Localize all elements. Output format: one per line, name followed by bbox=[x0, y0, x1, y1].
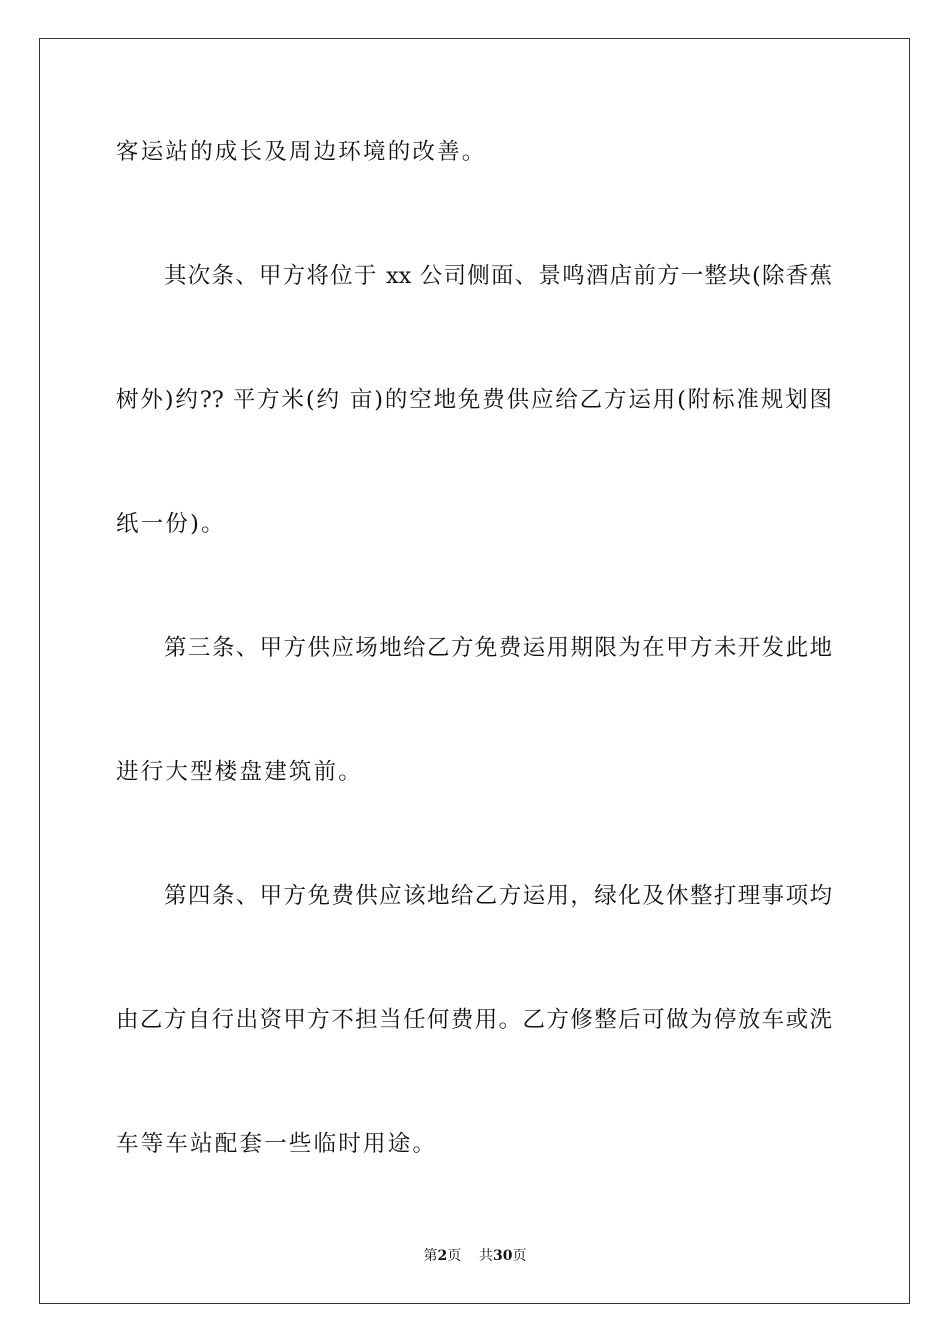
body-line-1: 客运站的成长及周边环境的改善。 bbox=[116, 139, 487, 165]
body-line-5: 第三条、甲方供应场地给乙方免费运用期限为在甲方未开发此地 bbox=[164, 635, 832, 661]
body-line-4: 纸一份)。 bbox=[116, 511, 226, 537]
body-line-6: 进行大型楼盘建筑前。 bbox=[116, 759, 364, 785]
body-line-2: 其次条、甲方将位于 xx 公司侧面、景鸣酒店前方一整块(除香蕉 bbox=[164, 263, 832, 289]
footer-page-prefix: 第 bbox=[423, 1248, 438, 1264]
body-line-9: 车等车站配套一些临时用途。 bbox=[116, 1131, 438, 1157]
page-footer bbox=[0, 1247, 950, 1265]
footer-page-number: 2 bbox=[437, 1248, 448, 1264]
body-line-7: 第四条、甲方免费供应该地给乙方运用，绿化及休整打理事项均 bbox=[164, 883, 832, 909]
page-border bbox=[39, 38, 910, 1304]
footer-total-pages: 30 bbox=[493, 1248, 513, 1264]
footer-page-suffix: 页 bbox=[447, 1248, 462, 1264]
footer-total-suffix: 页 bbox=[512, 1248, 527, 1264]
body-line-8: 由乙方自行出资甲方不担当任何费用。乙方修整后可做为停放车或洗 bbox=[116, 1007, 832, 1033]
body-line-3: 树外)约?? 平方米(约 亩)的空地免费供应给乙方运用(附标准规划图 bbox=[116, 387, 832, 413]
footer-total-prefix: 共 bbox=[479, 1248, 494, 1264]
